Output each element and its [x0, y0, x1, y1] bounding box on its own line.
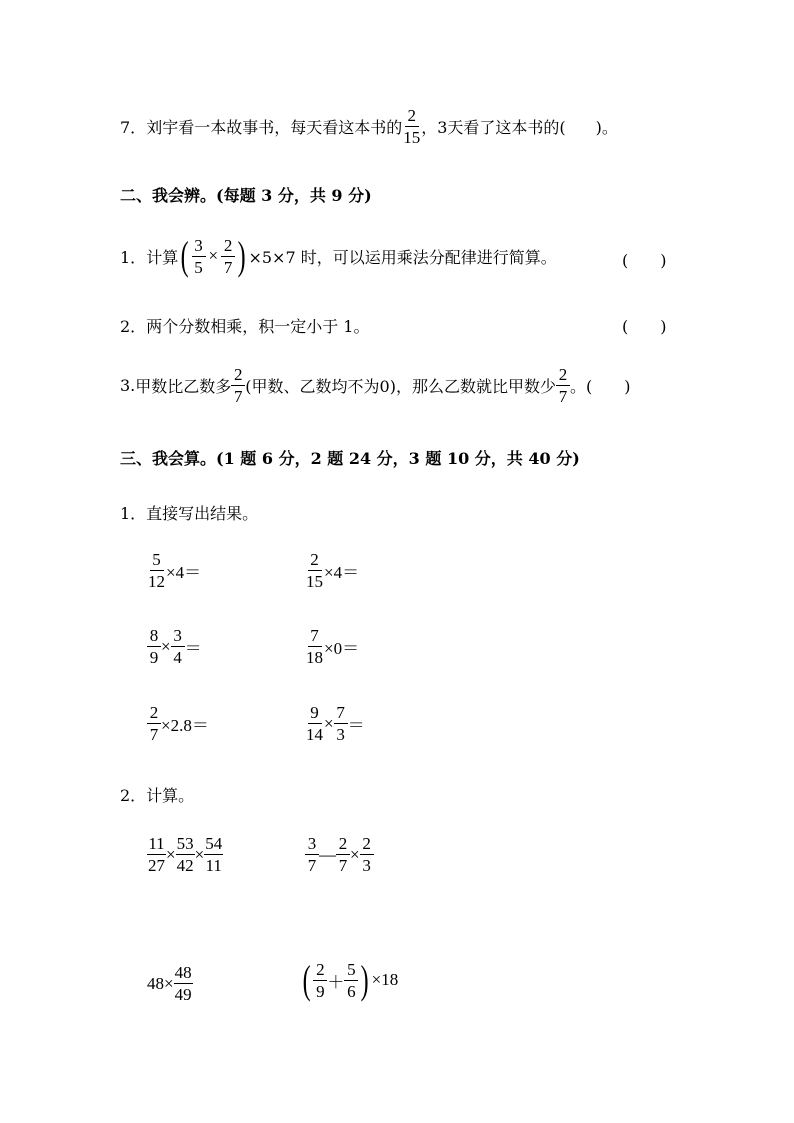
- times-sign: ×: [194, 844, 205, 864]
- judge-3-frac-a: [231, 366, 245, 405]
- q7-number: 7．: [120, 118, 147, 137]
- section-2-score: (每题 3 分，共 9 分): [216, 186, 372, 205]
- left-paren: (: [180, 233, 189, 278]
- oral-calc-1: [147, 551, 201, 590]
- fraction: [204, 835, 223, 874]
- judge-1-number: 1．: [120, 247, 147, 267]
- q7-frac-num: 2: [405, 107, 419, 127]
- frac-num: 2: [556, 366, 570, 386]
- fraction: [147, 704, 161, 743]
- calc-expression-1: [147, 835, 223, 874]
- fraction: [305, 835, 319, 874]
- frac-den: 7: [149, 725, 159, 744]
- frac-num: 11: [148, 834, 165, 853]
- question-7: [120, 107, 618, 146]
- frac-den: 5: [194, 257, 203, 277]
- section-2-title: 二、我会辨。: [120, 186, 217, 205]
- frac-num: 5: [150, 551, 164, 571]
- oral-calc-6: [305, 704, 365, 743]
- frac-num: 2: [360, 835, 374, 855]
- frac-den: 7: [307, 856, 317, 875]
- frac-num: 2: [147, 704, 161, 724]
- frac-den: 9: [316, 981, 325, 1001]
- judge-3-frac-b: [556, 366, 570, 405]
- judge-2-number: 2．: [120, 317, 147, 336]
- frac-den: 7: [338, 856, 348, 875]
- plus-sign: ＋: [327, 972, 345, 992]
- judge-1-frac-b: [221, 237, 235, 276]
- judge-1-prefix: 计算: [146, 247, 179, 267]
- expression-rest: ×2.8＝: [161, 716, 209, 735]
- section-3-title: 三、我会算。: [120, 449, 217, 468]
- fraction: [176, 835, 195, 874]
- oral-calc-2: [305, 551, 359, 590]
- judge-1-tail: ×5×7 时，可以运用乘法分配律进行简算。: [248, 247, 557, 267]
- calc-expression-4: [300, 957, 399, 1002]
- frac-den: 3: [362, 856, 371, 875]
- frac-den: 7: [558, 387, 568, 406]
- frac-num: 54: [205, 834, 223, 853]
- frac-num: 48: [174, 963, 192, 982]
- frac-den: 6: [347, 981, 356, 1001]
- right-paren: ): [237, 233, 246, 278]
- part-1-label: 1．直接写出结果。: [120, 504, 259, 523]
- frac-den: 9: [149, 648, 159, 667]
- expression-rest: ＝: [184, 639, 202, 658]
- fraction: [334, 704, 348, 743]
- frac-den: 3: [336, 725, 345, 744]
- fraction: [344, 961, 358, 1000]
- fraction: [174, 964, 193, 1003]
- expression-rest: ×4＝: [166, 563, 202, 582]
- frac-num: 7: [334, 704, 348, 724]
- q7-fraction: [402, 107, 421, 146]
- expression-tail: ×18: [371, 970, 399, 989]
- left-paren: (: [302, 957, 311, 1002]
- frac-den: 14: [306, 725, 323, 744]
- frac-num: 2: [221, 237, 235, 257]
- calc-expression-2: [305, 835, 374, 874]
- section-2-heading: [120, 183, 372, 206]
- judge-2-text: 两个分数相乘，积一定小于 1。: [146, 317, 370, 336]
- frac-num: 2: [313, 961, 327, 981]
- judge-item-3: [120, 366, 630, 405]
- fraction: [305, 627, 324, 666]
- expression-rest: ×0＝: [324, 639, 360, 658]
- section-3-heading: [120, 446, 580, 469]
- times-sign: ×: [166, 844, 176, 864]
- frac-den: 18: [306, 648, 323, 667]
- judge-2-answer[interactable]: ( ): [622, 317, 667, 336]
- fraction: [305, 551, 324, 590]
- frac-den: 12: [148, 572, 165, 591]
- q7-text-after: ，3天看了这本书的(: [421, 118, 566, 137]
- expression-lead: 48×: [147, 973, 174, 993]
- frac-num: 2: [231, 366, 245, 386]
- frac-num: 8: [147, 627, 161, 647]
- frac-num: 9: [308, 704, 322, 724]
- q7-text-end: )。: [595, 118, 618, 137]
- expression-rest: ×4＝: [324, 563, 360, 582]
- frac-den: 15: [306, 572, 323, 591]
- section-3-score: (1 题 6 分，2 题 24 分，3 题 10 分，共 40 分): [216, 449, 580, 468]
- frac-num: 3: [192, 237, 206, 257]
- times-sign: ×: [350, 844, 360, 864]
- fraction: [313, 961, 327, 1000]
- frac-den: 42: [176, 856, 194, 875]
- frac-num: 5: [344, 961, 358, 981]
- fraction: [147, 835, 166, 874]
- frac-den: 7: [234, 387, 243, 406]
- minus-sign: —: [319, 844, 336, 864]
- fraction: [171, 627, 185, 666]
- frac-num: 3: [171, 627, 185, 647]
- fraction: [147, 551, 166, 590]
- expression-rest: ＝: [347, 716, 365, 735]
- oral-calc-4: [305, 627, 359, 666]
- frac-num: 3: [305, 835, 319, 855]
- frac-num: 53: [176, 834, 194, 853]
- calc-expression-3: [147, 964, 193, 1003]
- frac-den: 7: [223, 257, 233, 277]
- fraction: [147, 627, 161, 666]
- judge-3-text-end[interactable]: 。( ): [569, 377, 631, 396]
- times-sign: ×: [324, 713, 334, 733]
- fraction: [360, 835, 374, 874]
- judge-3-number: 3.: [120, 376, 136, 395]
- frac-num: 2: [336, 835, 350, 855]
- judge-3-text-mid: (甲数、乙数均不为0)，那么乙数就比甲数少: [245, 377, 556, 396]
- judge-1-frac-a: [192, 237, 206, 276]
- frac-den: 11: [205, 856, 222, 875]
- right-paren: ): [360, 957, 369, 1002]
- times-sign: ×: [208, 246, 219, 265]
- oral-calc-3: [147, 627, 202, 666]
- frac-num: 2: [308, 551, 322, 571]
- oral-calc-5: [147, 704, 209, 743]
- judge-item-2: [120, 314, 369, 337]
- judge-item-1: [120, 233, 557, 278]
- frac-den: 27: [148, 856, 165, 875]
- q7-frac-den: 15: [403, 128, 421, 147]
- frac-num: 7: [308, 627, 322, 647]
- fraction: [336, 835, 350, 874]
- frac-den: 49: [174, 985, 192, 1004]
- q7-text-before: 刘宇看一本故事书，每天看这本书的: [146, 118, 403, 137]
- judge-3-text-before: 甲数比乙数多: [135, 377, 232, 396]
- frac-den: 4: [173, 648, 182, 667]
- part-2-label: 2．计算。: [120, 786, 195, 805]
- fraction: [305, 704, 324, 743]
- judge-1-answer[interactable]: ( ): [622, 251, 667, 270]
- times-sign: ×: [161, 636, 171, 656]
